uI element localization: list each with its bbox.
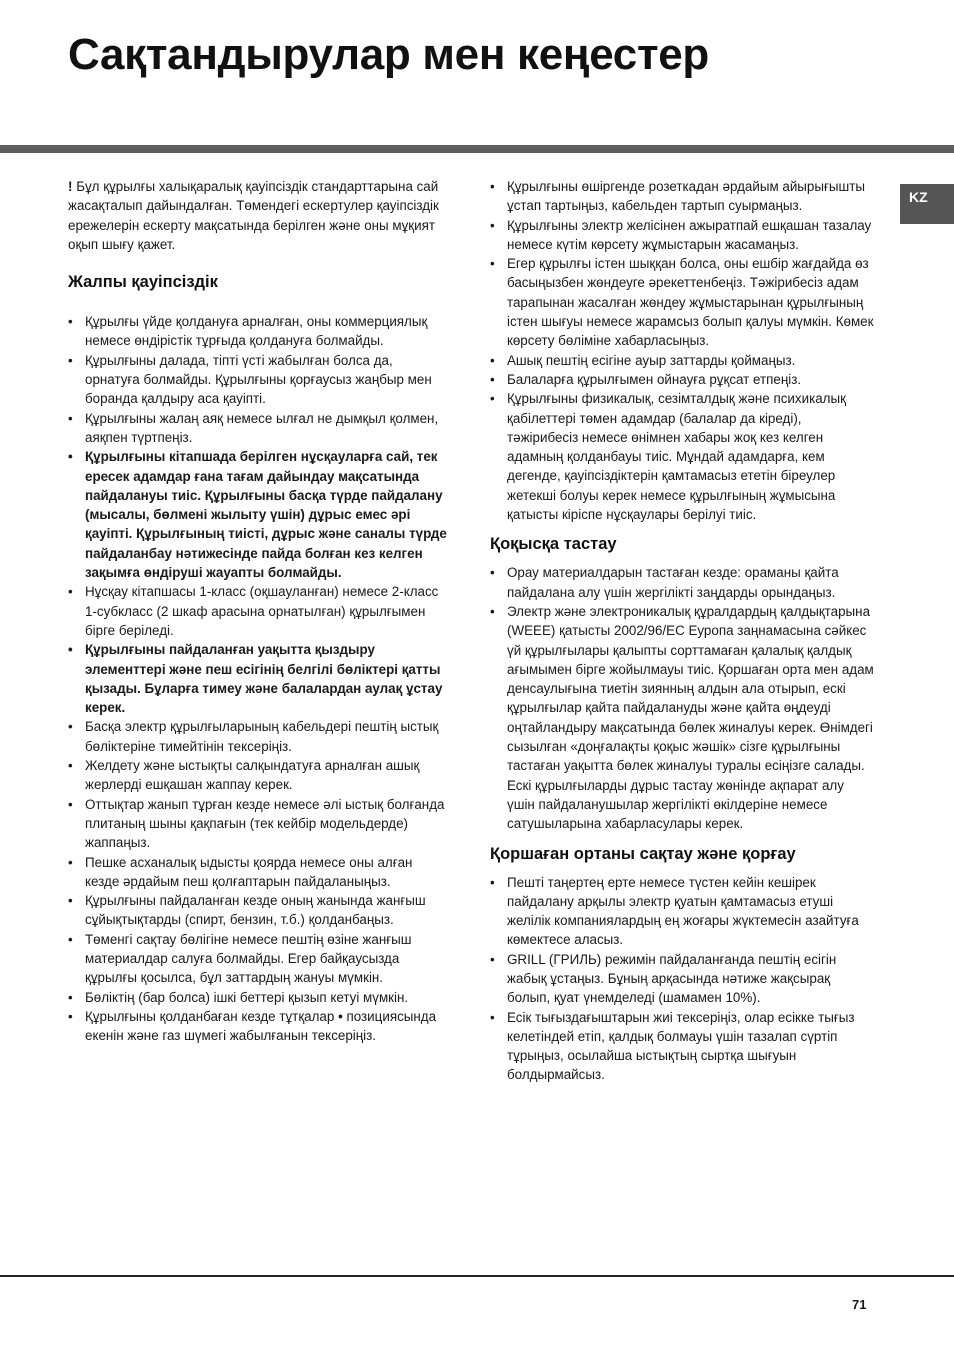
safety-list-continued — [490, 177, 875, 524]
disposal-list — [490, 563, 875, 833]
knobs-text: Құрылғыны қолданбаған кезде тұтқалар — [85, 1008, 335, 1024]
list-item: • Құрылғыны жалаң аяқ немесе ылғал не дымқыл қолмен, аяқпен түртпеңіз. — [68, 409, 450, 448]
right-column — [490, 177, 875, 1085]
list-item — [490, 602, 875, 834]
list-item: • Есік тығыздағыштарын жиі тексеріңіз, олар есікке тығыз келетіндей етіп, қалдық болмауы үшін тазалап сүртіп тұрыңыз, осылайша ыстықтың сыртқа шығуын болдырмайсыз. — [490, 1008, 875, 1085]
list-item: • Нұсқау кітапшасы 1-класс (оқшауланған) немесе 2-класс 1-субкласс (2 шкаф арасына орнатылған) құрылғымен бірге беріледі. — [68, 582, 450, 640]
list-item: • GRILL (ГРИЛЬ) режимін пайдаланғанда пештің есігін жабық ұстаңыз. Бұның арқасында нәтиже жақсырақ болып, қуат үнемделеді (шамамен 10%). — [490, 950, 875, 1008]
weee-text-continued: Ескі құрылғыларды дұрыс тастау жөнінде ақпарат алу үшін пайдаланушылар жергілікті өкілдеріне немесе сатушыларына хабарласулары керек. — [507, 777, 844, 832]
list-item: • Құрылғыны кітапшада берілген нұсқауларға сай, тек ересек адамдар ғана тағам дайындау мақсатында пайдалануы тиіс. Құрылғыны басқа түрде пайдалану (мысалы, бөлмені жылыту үшін) дұрыс емес әрі қауіпті. Құрылғының тиісті, дұрыс және саналы түрде пайдаланбау нәтижесінде пайда болған кез келген зақымға өндіруші жауапты болмайды. — [68, 447, 450, 582]
list-item: • Құрылғыны физикалық, сезімталдық және психикалық қабілеттері төмен адамдар (балалар да кіреді), тәжірибесіз немесе өнімнен хабары жоқ кез келген адамның қолданбауы тиіс. Мұндай адамдарға, кем дегенде, қауіпсіздіктерін қамтамасыз ететін біреулер жетекші болуы керек немесе құрылғының жұмысына қатысты кіріспе нұсқаулары берілуі тиіс. — [490, 389, 875, 524]
section-heading-environment: Қоршаған ортаны сақтау және қорғау — [490, 844, 796, 863]
list-item: • Орау материалдарын тастаған кезде: ораманы қайта пайдалана алу үшін жергілікті заңдарды орындаңыз. — [490, 563, 875, 602]
list-item: • Құрылғыны өшіргенде розеткадан әрдайым айырығышты ұстап тартыңыз, кабельден тартып суырмаңыз. — [490, 177, 875, 216]
list-item: • Құрылғыны пайдаланған уақытта қыздыру элементтері және пеш есігінің белгілі бөліктері қатты қызады. Бұларға тимеу және балалардан аулақ ұстау керек. — [68, 640, 450, 717]
language-tab: KZ — [900, 184, 954, 224]
page-title: Сақтандырулар мен кеңестер — [68, 30, 709, 79]
list-item — [68, 1007, 450, 1046]
list-item: • Құрылғыны электр желісінен ажыратпай ешқашан тазалау немесе күтім көрсету жұмыстарын жасамаңыз. — [490, 216, 875, 255]
header-divider — [0, 145, 954, 153]
section-heading-disposal: Қоқысқа тастау — [490, 535, 617, 554]
intro-warning — [68, 177, 450, 254]
environment-list — [490, 873, 875, 1085]
list-item: • Пешке асханалық ыдысты қоярда немесе оны алған кезде әрдайым пеш қолғаптарын пайдаланыңыз. — [68, 853, 450, 892]
general-safety-list — [68, 312, 450, 1045]
off-position-icon: • — [338, 1008, 343, 1024]
list-item: • Пешті таңертең ерте немесе түстен кейін кешірек пайдалану арқылы электр қуатын қамтамасыз етуші желілік компаниялардың ең жоғары жүктемесін азайтуға көмектесе аласыз. — [490, 873, 875, 950]
list-item: • Құрылғы үйде қолдануға арналған, оны коммерциялық немесе өндірістік тұрғыда қолдануға болмайды. — [68, 312, 450, 351]
list-item: • Бөліктің (бар болса) ішкі беттері қызып кетуі мүмкін. — [68, 988, 450, 1007]
list-item: • Оттықтар жанып тұрған кезде немесе әлі ыстық болғанда плитаның шыны қақпағын (тек кейбір модельдерде) жаппаңыз. — [68, 795, 450, 853]
list-item: • Желдету және ыстықты салқындатуға арналған ашық жерлерді ешқашан жаппау керек. — [68, 756, 450, 795]
footer-divider — [0, 1275, 954, 1277]
list-item: • Төменгі сақтау бөлігіне немесе пештің өзіне жанғыш материалдар салуға болмайды. Егер байқаусызда құрылғы қосылса, бұл заттардың жануы мүмкін. — [68, 930, 450, 988]
page-number: 71 — [852, 1297, 867, 1312]
list-item: • Басқа электр құрылғыларының кабельдері пештің ыстық бөліктеріне тимейтінін тексеріңіз. — [68, 717, 450, 756]
list-item: • Құрылғыны пайдаланған кезде оның жанында жанғыш сұйықтықтарды (спирт, бензин, т.б.) қолданбаңыз. — [68, 891, 450, 930]
knobs-text-continued: позициясында екенін және газ шүмегі жабылғанын тексеріңіз. — [85, 1008, 437, 1044]
list-item: • Құрылғыны далада, тіпті үсті жабылған болса да, орнатуға болмайды. Құрылғыны қорғаусыз жаңбыр мен боранда қалдыру аса қауіпті. — [68, 351, 450, 409]
warning-mark: ! — [68, 179, 73, 194]
intro-text: Бұл құрылғы халықаралық қауіпсіздік стандарттарына сай жасақталып дайындалған. Төмендегі ескертулер қауіпсіздік ережелерін ескерту мақсатында берілген және оны мұқият оқып шығу қажет. — [68, 179, 439, 252]
section-heading-general-safety: Жалпы қауіпсіздік — [68, 273, 218, 292]
list-item: • Егер құрылғы істен шыққан болса, оны ешбір жағдайда өз басыңызбен жөндеуге әрекеттенбеңіз. Тәжірибесіз адам тарапынан жасалған жөндеу жұмыстарынан құрылғының істен шығуы немесе жарамсыз болып қалуы мүмкін. Көмек көрсету бөліміне хабарласыңыз. — [490, 254, 875, 350]
weee-text: Электр және электроникалық құралдардың қалдықтарына (WEEE) қатысты 2002/96/EC Еуропа заңнамасына сәйкес үй құрылғылары қалыпты сорттамаған қалалық қалдық ағымымен бірге жойылмауы тиіс. Қоршаған орта мен адам денсаулығына тиетін зиянның алдын ала отырып, ескі құрылғылар қайта пайдалануды және қайта өңдеуді оңтайландыру мақсатында бөлек жиналуы керек. Өнімдегі сызылған «доңғалақты қоқыс жәшік» сізге құрылғыны тастаған уақытта бөлек жиналуы туралы есіңізге салады. — [507, 603, 874, 774]
list-item: • Ашық пештің есігіне ауыр заттарды қоймаңыз. — [490, 351, 875, 370]
left-column — [68, 177, 450, 1045]
list-item: • Балаларға құрылғымен ойнауға рұқсат етпеңіз. — [490, 370, 875, 389]
